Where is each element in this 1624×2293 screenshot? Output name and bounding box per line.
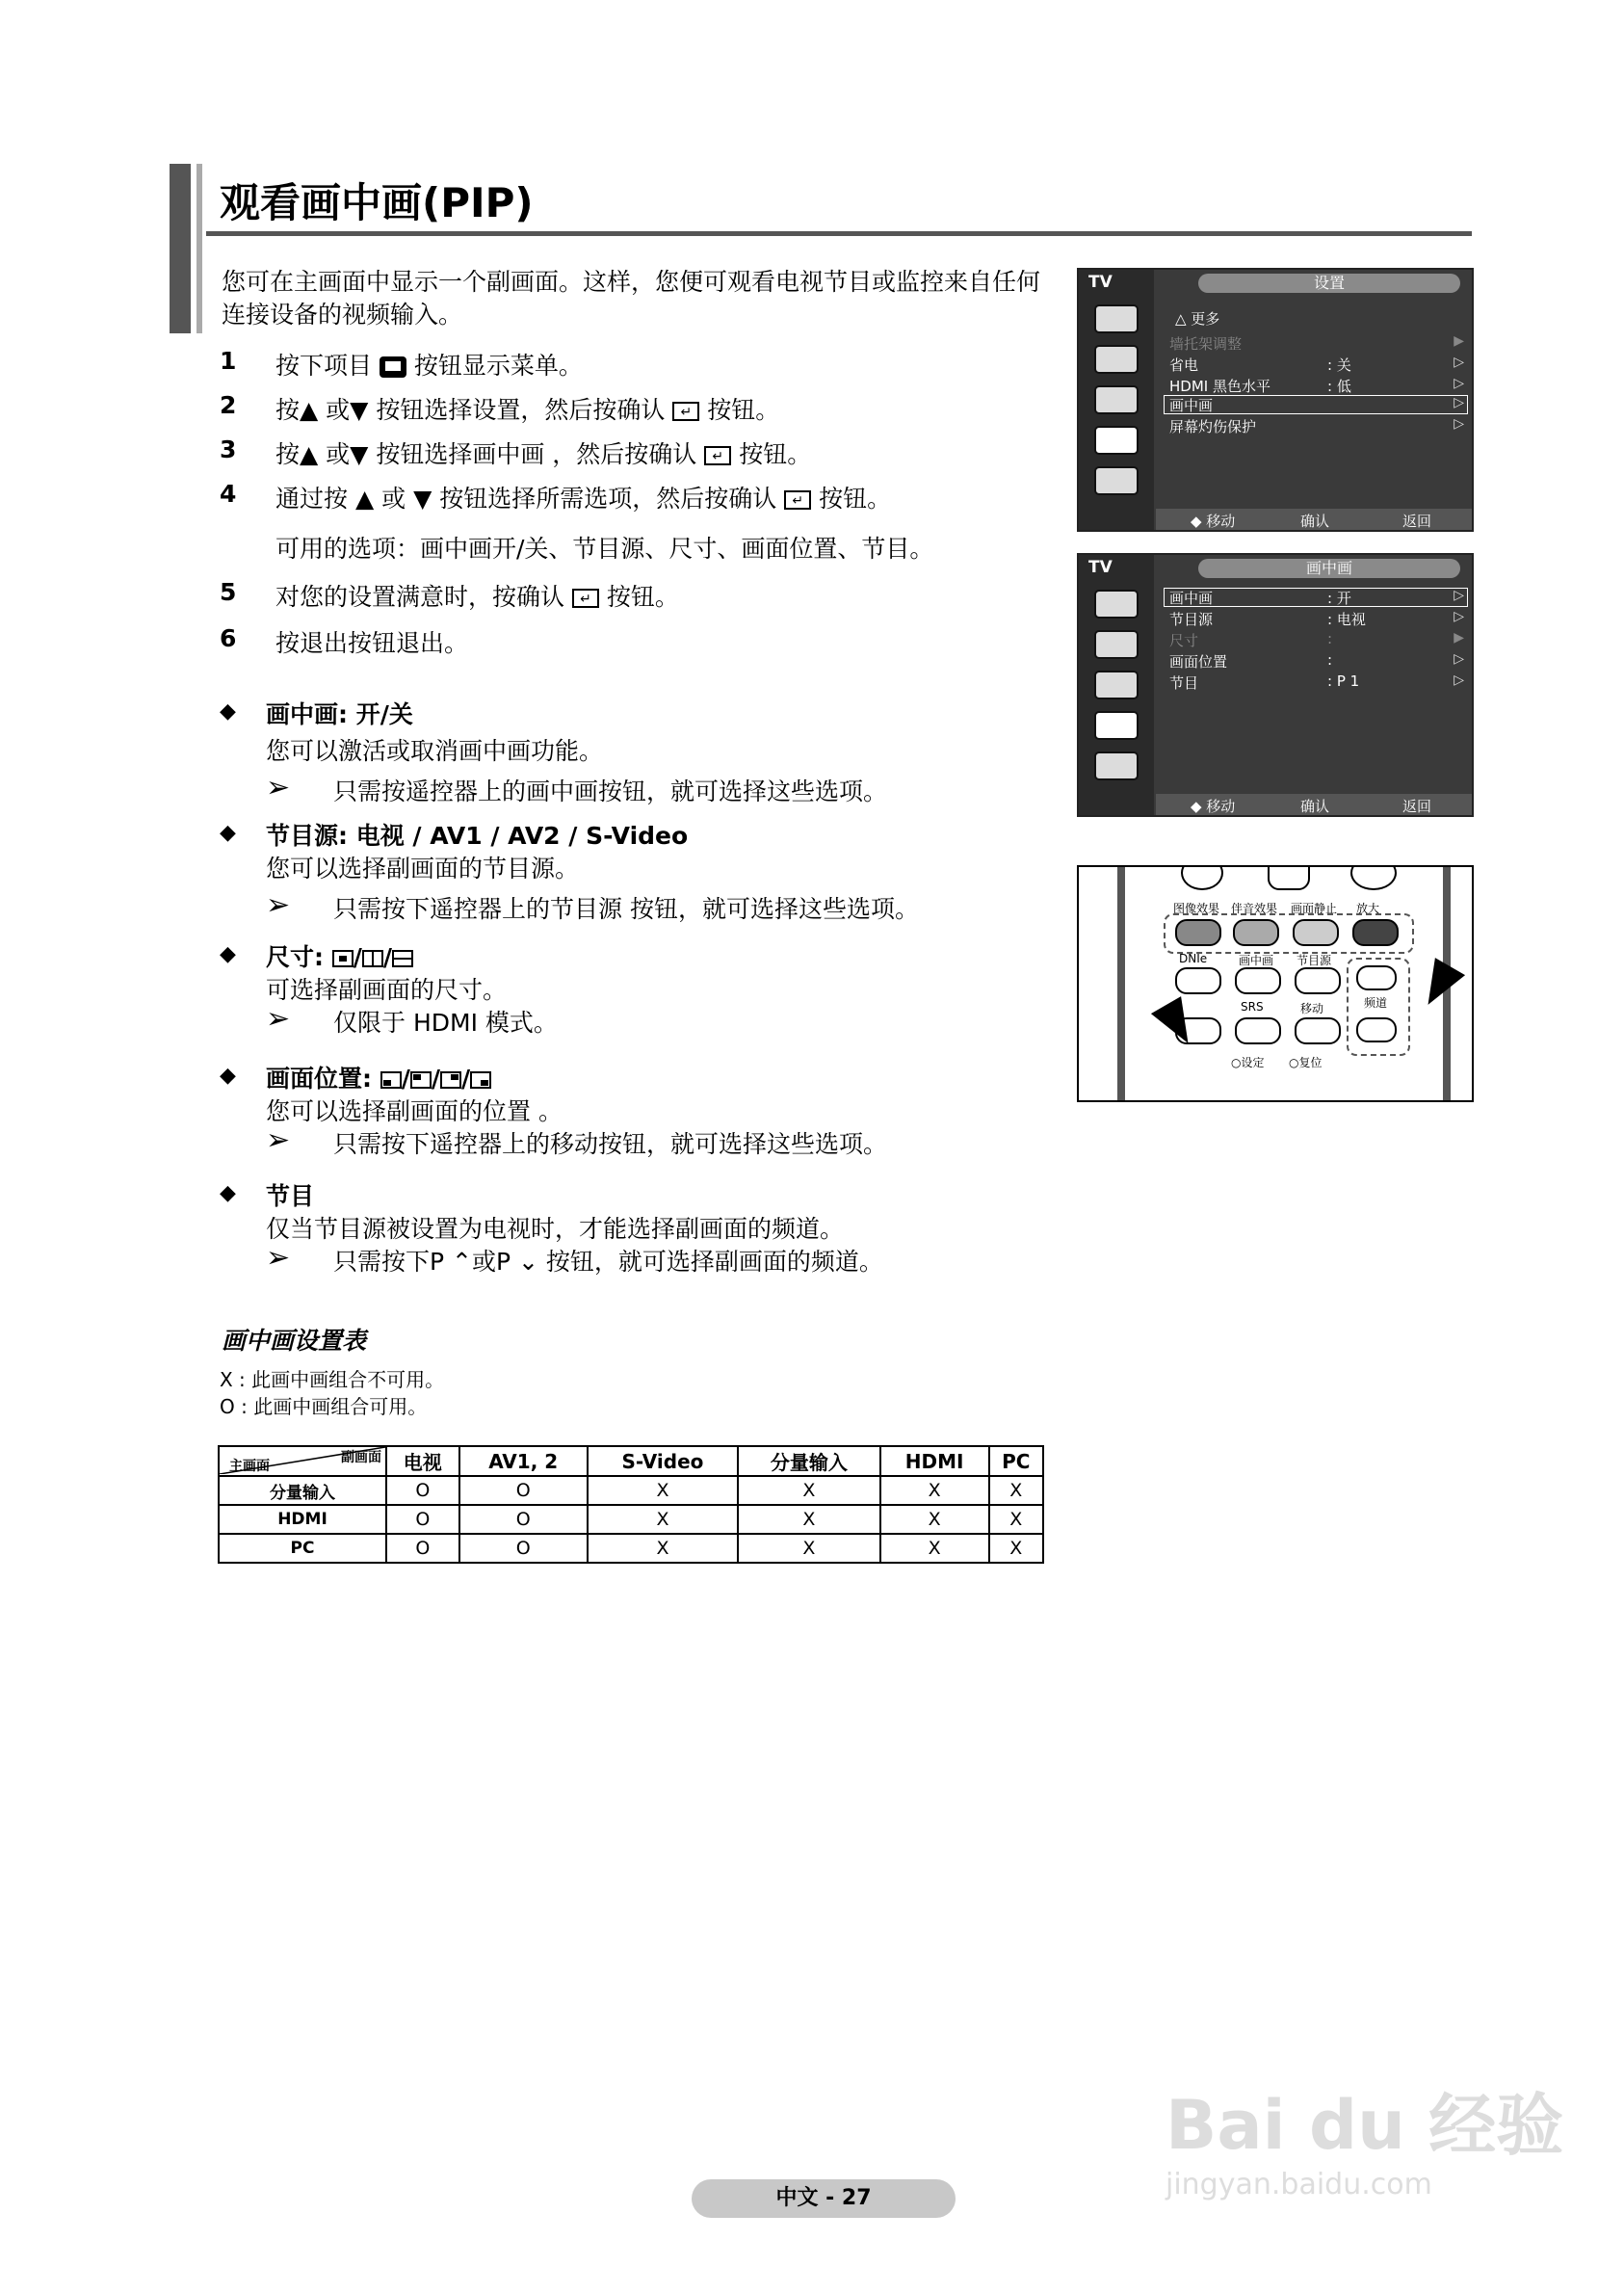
green-button [1233,919,1279,946]
osd-footer [1156,509,1472,530]
table-cell: X [588,1476,738,1505]
osd-row-value: : 低 [1327,378,1351,395]
osd-footer-enter: 确认 [1300,513,1330,530]
table-row [219,1505,1043,1534]
table-cell: X [989,1534,1043,1563]
osd-row-label: 墙托架调整 [1169,335,1243,353]
size-double-icon [362,950,383,967]
section-heading-text: 画面位置: [266,1065,372,1093]
remote-label: 移动 [1300,1002,1324,1015]
table-cell: X [880,1505,989,1534]
osd-row-value: : 关 [1327,356,1351,374]
section-heading: 画面位置: / / / [266,1060,491,1094]
input-icon [1094,751,1139,780]
section-heading: 节目 [266,1182,315,1210]
channel-up-button [1356,965,1397,990]
diamond-bullet-icon: ◆ [220,699,236,724]
osd-footer [1156,794,1472,815]
osd-row-label: 省电 [1169,356,1199,374]
enter-icon: ↵ [572,589,599,608]
picture-icon [1094,304,1139,333]
table-cell: X [738,1476,880,1505]
page-title: 观看画中画(PIP) [220,179,534,226]
section-note: 只需按下遥控器上的移动按钮，就可选择这些选项。 [333,1130,888,1158]
enter-icon: ↵ [784,490,811,510]
osd-row-label: 节目 [1169,674,1199,692]
sound-icon [1094,345,1139,374]
osd-arrow-icon: ▷ [1454,355,1464,370]
table-cell: X [880,1476,989,1505]
info-button [1268,865,1310,890]
osd-row-label: 画面位置 [1169,653,1228,671]
osd-tv-label: TV [1088,273,1113,292]
osd-more: △ 更多 [1175,310,1220,328]
osd-row-label: HDMI 黑色水平 [1169,378,1270,395]
position-bottom-right-icon [470,1071,491,1089]
legend-x: X : 此画中画组合不可用。 [220,1368,445,1391]
channel-down-button [1356,1017,1397,1042]
osd-row-label: 节目源 [1169,611,1214,628]
intro-paragraph: 您可在主画面中显示一个副画面。这样，您便可观看电视节目或监控来自任何连接设备的视频输入。 [222,268,1041,329]
section-text: 可选择副画面的尺寸。 [266,976,508,1004]
srs-button [1235,1017,1281,1044]
table-cell: X [588,1534,738,1563]
sound-icon [1094,630,1139,659]
step-number: 1 [220,347,237,375]
step-text [275,347,583,382]
title-accent-bar [170,164,191,333]
table-cell: X [738,1505,880,1534]
osd-pip-menu [1077,553,1474,817]
osd-header: 设置 [1198,274,1460,293]
diamond-bullet-icon: ◆ [220,821,236,845]
section-text: 您可以激活或取消画中画功能。 [266,737,604,765]
osd-row-label: 尺寸 [1169,632,1199,649]
note-arrow-icon: ➢ [266,1123,291,1157]
note-arrow-icon: ➢ [266,1241,291,1275]
pip-settings-table [218,1445,1044,1564]
red-button [1175,919,1221,946]
table-cell: O [386,1534,459,1563]
menu-icon [380,356,406,378]
channel-icon [1094,385,1139,414]
remote-label: DNIe [1179,952,1208,965]
step-number: 3 [220,435,237,463]
section-note: 只需按下遥控器上的节目源 按钮，就可选择这些选项。 [333,895,919,923]
enter-icon: ↵ [704,446,731,465]
osd-row-label: 画中画 [1169,590,1214,607]
page-number: 中文 - 27 [692,2179,956,2218]
remote-label: 频道 [1364,996,1388,1010]
step-text-a: 按▲ 或▼ 按钮选择设置，然后按确认 [275,396,666,424]
table-corner-cell [219,1446,386,1476]
remote-label: 节目源 [1297,954,1332,967]
channel-icon [1094,671,1139,699]
osd-arrow-icon: ▷ [1454,395,1464,410]
title-accent-bar-light [196,164,202,333]
diamond-bullet-icon: ◆ [220,942,236,966]
step-text [275,578,679,613]
remote-label: ○设定 [1231,1056,1265,1069]
remote-label: 画面静止 [1291,902,1338,915]
table-cell: X [588,1505,738,1534]
step-number: 6 [220,624,237,652]
remote-label: 放大 [1356,902,1380,915]
input-icon [1094,466,1139,495]
remote-label: 图像效果 [1173,902,1220,915]
setup-gear-icon [1094,426,1139,455]
step-text [275,435,811,470]
title-divider [206,231,1472,236]
osd-row-value: : 开 [1327,590,1351,607]
table-header: 电视 [386,1446,459,1476]
blue-button [1352,919,1399,946]
row-label: PC [219,1534,386,1563]
osd-footer-enter: 确认 [1300,798,1330,815]
note-arrow-icon: ➢ [266,888,291,922]
section-heading: 尺寸: / / [266,938,413,973]
note-arrow-icon: ➢ [266,771,291,804]
section-text: 仅当节目源被设置为电视时，才能选择副画面的频道。 [266,1215,845,1243]
remote-illustration [1077,865,1474,1102]
osd-row-label: 画中画 [1169,397,1214,414]
section-heading: 画中画: 开/关 [266,700,413,728]
step-text-b: 按钮。 [707,396,780,424]
osd-header: 画中画 [1198,559,1460,578]
note-arrow-icon: ➢ [266,1002,291,1036]
step-number: 5 [220,578,237,606]
table-cell: X [989,1505,1043,1534]
osd-arrow-icon: ▷ [1454,416,1464,432]
step-text-a: 对您的设置满意时，按确认 [275,583,565,611]
osd-row-value: : [1327,651,1333,669]
table-cell: X [989,1476,1043,1505]
osd-arrow-icon: ▷ [1454,651,1464,667]
setup-gear-icon [1094,711,1139,740]
osd-arrow-icon: ▷ [1454,672,1464,688]
step-text: 按退出按钮退出。 [275,629,469,657]
step-text [275,391,779,426]
size-double-wide-icon [392,950,413,967]
section-heading-text: 尺寸: [266,943,324,971]
osd-footer-move: ◆ 移动 [1191,798,1236,815]
step-text-a: 按▲ 或▼ 按钮选择画中画 ，然后按确认 [275,440,697,468]
osd-footer-return: 返回 [1402,513,1432,530]
exit-button [1350,865,1397,890]
table-header: S-Video [588,1446,738,1476]
corner-main-label: 主画面 [229,1459,270,1474]
remote-label: 伴音效果 [1231,902,1278,915]
dnie-button [1175,967,1221,994]
yellow-button [1293,919,1339,946]
picture-icon [1094,590,1139,619]
section-text: 您可以选择副画面的位置 。 [266,1097,563,1125]
legend-o: O : 此画中画组合可用。 [220,1395,428,1418]
osd-arrow-icon: ▷ [1454,588,1464,603]
table-header: 分量输入 [738,1446,880,1476]
step-number: 2 [220,391,237,419]
step-text [275,480,891,514]
row-label: 分量输入 [219,1476,386,1505]
position-bottom-left-icon [380,1071,402,1089]
step-number: 4 [220,480,237,508]
osd-row-value: : [1327,630,1333,647]
remote-label: ○复位 [1289,1056,1323,1069]
step-text-b: 按钮。 [739,440,812,468]
table-cell: O [459,1476,588,1505]
osd-setup-menu [1077,268,1474,532]
table-header: HDMI [880,1446,989,1476]
section-note: 仅限于 HDMI 模式。 [333,1009,558,1037]
table-row [219,1534,1043,1563]
position-top-left-icon [410,1071,432,1089]
step-text-b: 按钮。 [606,583,679,611]
pip-button [1235,967,1281,994]
osd-arrow-icon: ▷ [1454,376,1464,391]
step-text-a: 按下项目 [275,352,373,380]
table-row [219,1476,1043,1505]
watermark-logo: Bai du 经验 [1166,2086,1564,2165]
osd-arrow-icon: ▶ [1454,630,1464,646]
corner-sub-label: 副画面 [341,1450,381,1465]
section-note: 只需按遥控器上的画中画按钮，就可选择这些选项。 [333,778,888,805]
diamond-bullet-icon: ◆ [220,1064,236,1088]
osd-arrow-icon: ▶ [1454,333,1464,349]
table-title: 画中画设置表 [222,1327,367,1355]
osd-footer-move: ◆ 移动 [1191,513,1236,530]
source-button [1295,967,1341,994]
table-cell: O [459,1505,588,1534]
step-text: 可用的选项：画中画开/关、节目源、尺寸、画面位置、节目。 [275,535,934,563]
table-cell: O [459,1534,588,1563]
remote-label: SRS [1241,1000,1264,1014]
osd-tv-label: TV [1088,558,1113,577]
osd-footer-return: 返回 [1402,798,1432,815]
remote-body [1117,865,1451,1102]
section-text: 您可以选择副画面的节目源。 [266,855,580,883]
table-cell: O [386,1476,459,1505]
table-cell: X [880,1534,989,1563]
osd-row-value: : 电视 [1327,611,1366,628]
diamond-bullet-icon: ◆ [220,1181,236,1205]
row-label: HDMI [219,1505,386,1534]
section-heading: 节目源: 电视 / AV1 / AV2 / S-Video [266,822,689,850]
osd-row-value: : P 1 [1327,672,1360,690]
move-button [1295,1017,1341,1044]
table-header-row [219,1446,1043,1476]
step-text-a: 通过按 ▲ 或 ▼ 按钮选择所需选项，然后按确认 [275,485,777,513]
return-button [1181,865,1223,890]
section-note: 只需按下P ⌃或P ⌄ 按钮，就可选择副画面的频道。 [333,1248,883,1276]
table-header: PC [989,1446,1043,1476]
table-cell: X [738,1534,880,1563]
table-header: AV1, 2 [459,1446,588,1476]
osd-row-label: 屏幕灼伤保护 [1169,418,1257,435]
step-text-b: 按钮。 [819,485,892,513]
step-text-b: 按钮显示菜单。 [413,352,583,380]
position-top-right-icon [440,1071,461,1089]
size-large-icon [332,950,354,967]
table-cell: O [386,1505,459,1534]
enter-icon: ↵ [672,402,699,421]
osd-arrow-icon: ▷ [1454,609,1464,624]
remote-label: 画中画 [1239,954,1274,967]
watermark-url: jingyan.baidu.com [1166,2168,1432,2201]
